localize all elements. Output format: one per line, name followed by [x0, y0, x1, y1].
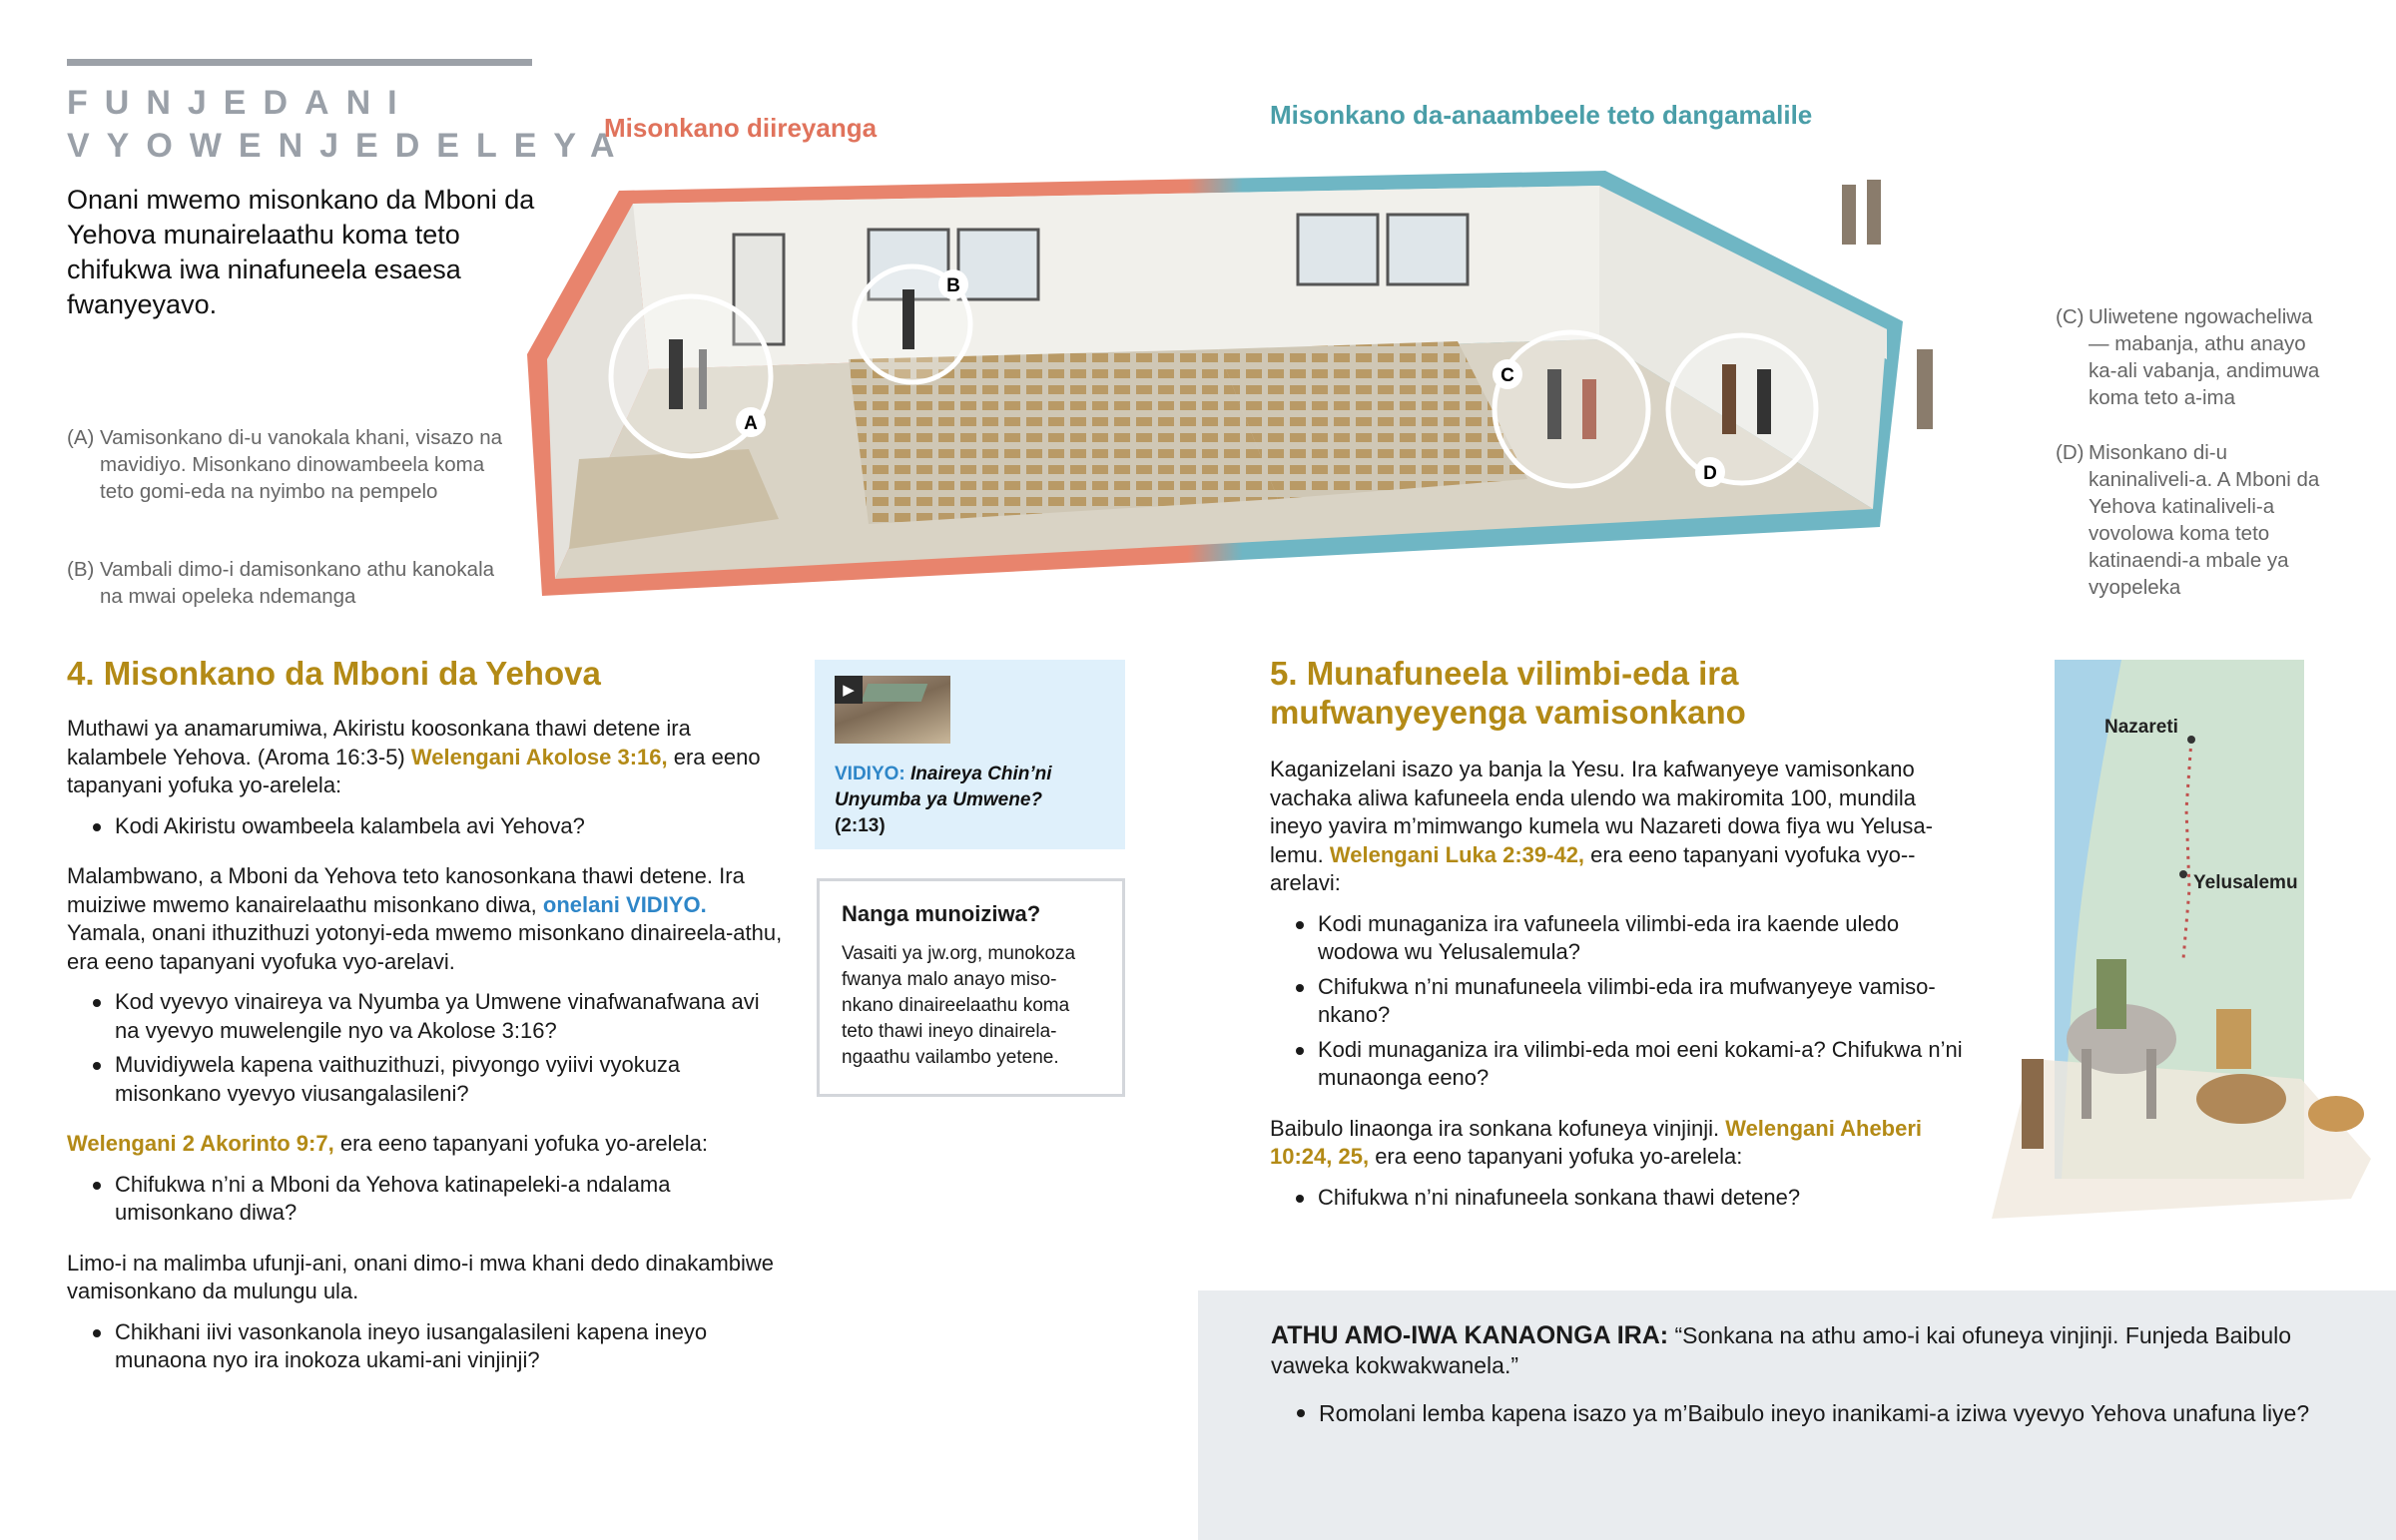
text: era eeno tapanyani yofuka yo-arelela: — [67, 744, 761, 797]
caption-a — [67, 424, 506, 505]
marker-a — [611, 296, 771, 456]
panel-quote-text: “Sonkana na athu amo-i kai ofuneya vinjinji. Funjeda Baibulo vaweka kokwakwanela.” — [1271, 1322, 2292, 1378]
video-link[interactable]: onelani VIDIYO. — [542, 891, 707, 917]
paragraph — [67, 1130, 786, 1159]
caption-key: (A) — [67, 426, 95, 449]
question-list — [67, 1318, 786, 1375]
question: Kodi munaganiza ira vafuneela vilimbi-eda ira kaende uledo wodowa wu Yelusalemula? — [1270, 910, 1969, 967]
section-4-body — [67, 715, 786, 1375]
question: Kodi Akiristu owambeela kalambela avi Yehova? — [67, 812, 786, 841]
text: Malambwano, a Mboni da Yehova teto kanosonkana thawi detene. Ira muiziwe mwemo kanairelaathu misonkano diwa, — [67, 863, 745, 917]
ground — [1992, 1059, 2371, 1219]
question: Chifukwa n’ni a Mboni da Yehova katinapeleki-a ndalama umisonkano diwa? — [67, 1171, 786, 1228]
header-rule — [67, 59, 532, 66]
panel-content — [1271, 1320, 2369, 1450]
question-list — [67, 812, 786, 841]
what-some-say-panel — [1198, 1290, 2396, 1540]
text: Muthawi ya anamarumiwa, Akiristu koosonkana thawi detene ira kalambele Yehova. (Aroma 16:3-5) — [67, 716, 691, 770]
did-you-know-box — [817, 878, 1125, 1097]
caption-text: Uliwetene ngowacheliwa — mabanja, athu anayo ka-ali vabanja, andimuwa koma teto a-ima — [2089, 305, 2320, 409]
window — [958, 230, 1038, 299]
svg-text:A: A — [744, 413, 758, 434]
window — [1298, 215, 1378, 284]
label-current-meetings: Misonkano diireyanga — [604, 113, 878, 143]
journey-map-illustration — [1972, 660, 2381, 1224]
caption-key: (C) — [2056, 305, 2085, 328]
question-list — [1271, 1398, 2369, 1428]
city-label-nazareti: Nazareti — [2104, 717, 2178, 738]
question: Chifukwa n’ni ninafuneela sonkana thawi detene? — [1270, 1184, 1969, 1213]
question: Romolani lemba kapena isazo ya m’Baibulo ineyo inanikami-a iziwa vyevyo Yehova unafuna liye? — [1271, 1398, 2369, 1428]
sidebox-title: Nanga munoiziwa? — [842, 901, 1041, 926]
text: era eeno tapanyani yofuka yo-arelela: — [333, 1131, 708, 1156]
question: Chikhani iivi vasonkanola ineyo iusangalasileni kapena ineyo munaona nyo ira inokoza ukami-ani vinjinji? — [67, 1318, 786, 1375]
caption-b — [67, 556, 506, 610]
question: Chifukwa n’ni munafuneela vilimbi-eda ira mufwanyeye vamiso-nkano? — [1270, 973, 1969, 1030]
city-dot — [2179, 870, 2187, 878]
video-label: VIDIYO: — [835, 764, 905, 784]
caption-text: Vambali dimo-i damisonkano athu kanokala na mwai opeleka ndemanga — [100, 558, 495, 608]
caption-key: (B) — [67, 558, 95, 581]
section-kicker — [67, 82, 632, 168]
city-label-yelusalemu: Yelusalemu — [2193, 872, 2298, 893]
video-thumbnail[interactable] — [835, 676, 950, 744]
caption-key: (D) — [2056, 441, 2085, 464]
question-list — [1270, 910, 1969, 1093]
svg-text:C: C — [1500, 365, 1514, 386]
svg-text:B: B — [946, 275, 960, 296]
caption-text: Vamisonkano di-u vanokala khani, visazo na mavidiyo. Misonkano dinowambeela koma teto gomi-eda na nyimbo na pempelo — [100, 426, 503, 503]
question-list — [67, 1171, 786, 1228]
panel-quote — [1271, 1320, 2369, 1380]
city-dot — [2187, 736, 2195, 744]
paragraph — [1270, 1115, 1969, 1172]
kicker-line-2: VYOWENJEDELEYA — [67, 127, 632, 165]
section-5-heading: 5. Munafuneela vilimbi-eda ira mufwanyeyenga vamisonkano — [1270, 655, 1746, 731]
paragraph — [67, 862, 786, 976]
video-title: Inaireya Chin’ni Unyumba ya Umwene? — [835, 764, 1052, 810]
section-5 — [1270, 654, 1979, 1234]
section-5-body — [1270, 756, 1969, 1212]
kingdom-hall-illustration — [519, 160, 1937, 619]
paragraph — [67, 715, 786, 800]
paragraph: Limo-i na malimba ufunji-ani, onani dimo-i mwa khani dedo dinakambiwe vamisonkano da mulungu ula. — [67, 1250, 775, 1303]
window — [1388, 215, 1468, 284]
marker-c — [1493, 332, 1648, 486]
text: Baibulo linaonga ira sonkana kofuneya vinjinji. — [1270, 1115, 1726, 1141]
sidebox-text: Vasaiti ya jw.org, munokoza fwanya malo anayo miso-nkano dinaireelaathu koma teto thawi ineyo dinairela-ngaathu vailambo yetene. — [842, 943, 1076, 1068]
kicker-line-1: FUNJEDANI — [67, 84, 414, 122]
label-meetings-after: Misonkano da-anaambeele teto dangamalile — [1270, 100, 1813, 130]
question: Kodi munaganiza ira vilimbi-eda moi eeni kokami-a? Chifukwa n’ni munaonga eeno? — [1270, 1036, 1969, 1093]
scripture-link[interactable]: Welengani Akolose 3:16, — [410, 744, 668, 770]
paragraph — [1270, 756, 1969, 898]
marker-d — [1668, 335, 1816, 487]
video-duration: (2:13) — [835, 815, 886, 836]
caption-d — [2056, 439, 2335, 601]
scripture-link[interactable]: Welengani Luka 2:39-42, — [1329, 841, 1585, 867]
video-caption — [835, 762, 1105, 839]
svg-text:D: D — [1703, 463, 1717, 484]
scripture-link[interactable]: Welengani Aheberi 10:24, 25, — [1270, 1115, 1923, 1169]
panel-lead: ATHU AMO-IWA KANAONGA IRA: — [1271, 1321, 1669, 1349]
question-list — [1270, 1184, 1969, 1213]
text: Kaganizelani isazo ya banja la Yesu. Ira kafwanyeye vamisonkano vachaka aliwa kafuneela enda ulendo wa makiromita 100, mundila ineyo yavira m’mimwango kumela wu Nazareti dowa fiya wu Yelusa-lemu. — [1270, 757, 1933, 867]
text: era eeno tapanyani yofuka yo-arelela: — [1369, 1144, 1743, 1169]
question: Muvidiywela kapena vaithuzithuzi, pivyongo vyiivi vyokuza misonkano vyevyo viusangalasileni? — [67, 1051, 786, 1108]
question: Kod vyevyo vinaireya va Nyumba ya Umwene vinafwanafwana avi na vyevyo muwelengile nyo va Akolose 3:16? — [67, 988, 786, 1045]
question-list — [67, 988, 786, 1108]
play-icon[interactable]: ▶ — [835, 676, 863, 704]
caption-text: Misonkano di-u kaninaliveli-a. A Mboni da Yehova katinaliveli-a vovolowa koma teto katinaendi-a mbale ya vyopeleka — [2089, 441, 2320, 599]
marker-b — [855, 266, 970, 382]
video-box[interactable] — [815, 660, 1125, 849]
caption-c — [2056, 303, 2335, 411]
scripture-link[interactable]: Welengani 2 Akorinto 9:7, — [67, 1131, 334, 1156]
section-4 — [67, 654, 836, 1397]
intro-text: Onani mwemo misonkano da Mboni da Yehova munairelaathu koma teto chifukwa iwa ninafuneela esaesa fwanyeyavo. — [67, 185, 535, 319]
section-4-heading: 4. Misonkano da Mboni da Yehova — [67, 655, 601, 692]
text: Yamala, onani ithuzithuzi yotonyi-eda mwemo misonkano dinaireela-athu, era eeno tapanyani vyofuka vyo-arelavi. — [67, 920, 783, 974]
text: era eeno tapanyani vyofuka vyo--arelavi: — [1270, 841, 1916, 895]
